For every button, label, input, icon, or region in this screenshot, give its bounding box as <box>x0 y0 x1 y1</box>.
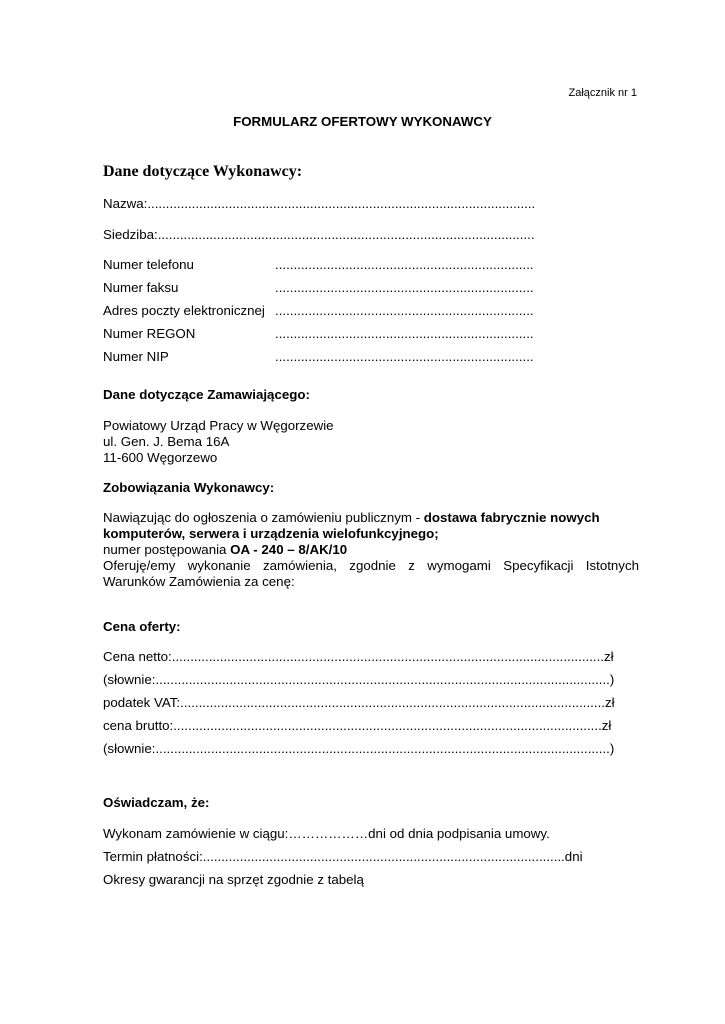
gross-price-words-line: (słownie:...........................................................................................................................) <box>103 741 615 756</box>
net-price-line: Cena netto:.....................................................................................................................zł <box>103 649 614 664</box>
ordering-party-address <box>103 418 639 466</box>
price-heading: Cena oferty: <box>103 619 181 634</box>
fax-dots: ...................................................................... <box>275 280 534 295</box>
form-title: FORMULARZ OFERTOWY WYKONAWCY <box>233 114 492 129</box>
gross-price-line: cena brutto:....................................................................................................................zł <box>103 718 612 733</box>
address-line-2: ul. Gen. J. Bema 16A <box>103 434 230 449</box>
email-dots: ...................................................................... <box>275 303 534 318</box>
contractor-name-line: Nazwa:......................................................................................................... <box>103 196 536 211</box>
vat-line: podatek VAT:...................................................................................................................zł <box>103 695 615 710</box>
declaration-heading: Oświadczam, że: <box>103 795 210 810</box>
proceeding-prefix: numer postępowania <box>103 542 231 557</box>
contractor-seat-line: Siedziba:...................................................................................................... <box>103 227 535 242</box>
subject-bold-1: dostawa fabrycznie nowych <box>423 510 600 525</box>
proceeding-number: OA - 240 – 8/AK/10 <box>230 542 348 557</box>
regon-dots: ...................................................................... <box>275 326 534 341</box>
regon-label: Numer REGON <box>103 326 196 341</box>
obligations-line-1 <box>103 510 639 526</box>
contractor-heading: Dane dotyczące Wykonawcy: <box>103 163 303 180</box>
offer-line-2: Warunków Zamówienia za cenę: <box>103 574 295 589</box>
obligations-intro: Nawiązując do ogłoszenia o zamówieniu publicznym - <box>103 510 424 525</box>
payment-term-line: Termin płatności:..................................................................................................dni <box>103 849 583 864</box>
proceeding-line <box>103 542 639 558</box>
net-price-words-line: (słownie:...........................................................................................................................) <box>103 672 615 687</box>
ordering-party-heading: Dane dotyczące Zamawiającego: <box>103 387 310 402</box>
delivery-time-line: Wykonam zamówienie w ciągu:………………dni od dnia podpisania umowy. <box>103 826 550 841</box>
phone-dots: ...................................................................... <box>275 257 534 272</box>
email-label: Adres poczty elektronicznej <box>103 303 265 318</box>
nip-dots: ...................................................................... <box>275 349 534 364</box>
phone-label: Numer telefonu <box>103 257 194 272</box>
obligations-heading: Zobowiązania Wykonawcy: <box>103 480 275 495</box>
address-line-1: Powiatowy Urząd Pracy w Węgorzewie <box>103 418 334 433</box>
nip-label: Numer NIP <box>103 349 169 364</box>
annex-label: Załącznik nr 1 <box>568 87 637 99</box>
obligations-paragraph <box>103 510 639 590</box>
subject-bold-2: komputerów, serwera i urządzenia wielofunkcyjnego; <box>103 526 439 541</box>
address-line-3: 11-600 Węgorzewo <box>103 450 218 465</box>
warranty-line: Okresy gwarancji na sprzęt zgodnie z tabelą <box>103 872 364 887</box>
fax-label: Numer faksu <box>103 280 179 295</box>
offer-line-1: Oferuję/emy wykonanie zamówienia, zgodnie z wymogami Specyfikacji Istotnych <box>103 558 639 573</box>
